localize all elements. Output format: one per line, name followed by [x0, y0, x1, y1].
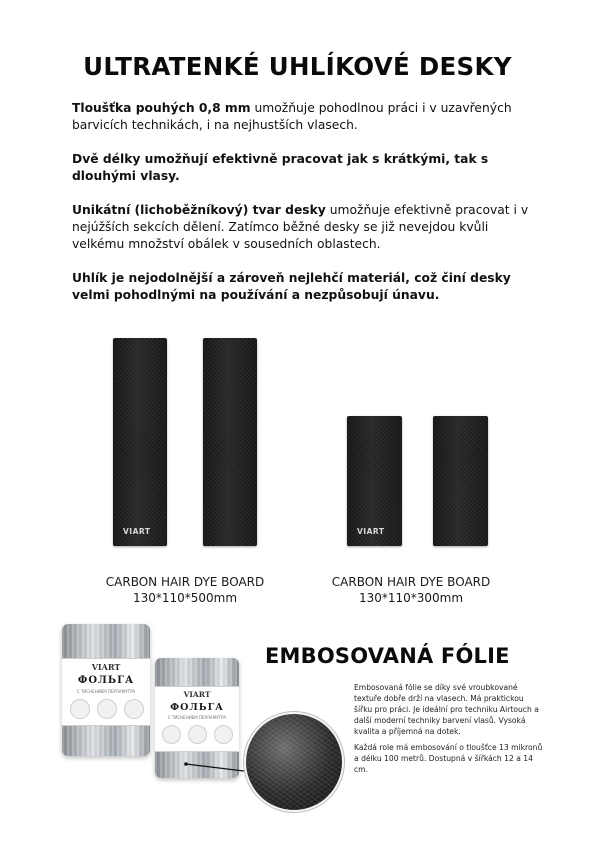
- thickness-text: umožňuje pohodlnou práci i v uzavřených barvicích technikách, i na nejhustších vlasech.: [72, 101, 512, 132]
- short-board-name: CARBON HAIR DYE BOARD: [331, 575, 491, 589]
- foil-description-2: Každá role má embosování o tloušťce 13 mikronů a délku 100 metrů. Dostupná v šířkách 12 a 14 cm.: [354, 743, 543, 774]
- foil-section-title: EMBOSOVANÁ FÓLIE: [265, 644, 510, 668]
- thickness-highlight: Tloušťka pouhých 0,8 mm: [72, 101, 251, 115]
- shape-highlight: Unikátní (lichoběžníkový) tvar desky: [72, 203, 326, 217]
- material-highlight: Uhlík je nejodolnější a zároveň nejlehčí materiál, což činí desky velmi pohodlnými na používání a nezpůsobují únavu.: [72, 271, 511, 302]
- long-board-size: 130*110*500mm: [132, 591, 238, 605]
- roll-subtitle: С ТИСНЕНИЕМ ПЕРЛАМУТРА: [167, 715, 227, 720]
- board-logo: VIART: [123, 527, 151, 536]
- roll-subtitle: С ТИСНЕНИЕМ ПЕРЛАМУТРА: [76, 689, 136, 694]
- roll-brand: VIART: [91, 662, 121, 672]
- roll-brand: VIART: [183, 690, 211, 699]
- foil-description-1: Embosovaná fólie se díky své vroubkované textuře dobře drží na vlasech. Má praktickou šířku pro práci. Je ideální pro techniku Airtouch a další moderní techniky barvení vlasů. Vysoká kvalita a příjemná na dotek.: [354, 683, 539, 736]
- foil-texture-zoom: [244, 712, 344, 812]
- board-logo: VIART: [357, 527, 385, 536]
- long-board-name: CARBON HAIR DYE BOARD: [105, 575, 265, 589]
- pointer-dot: [184, 762, 188, 766]
- foil-description: [354, 682, 544, 780]
- lengths-highlight: Dvě délky umožňují efektivně pracovat jak s krátkými, tak s dlouhými vlasy.: [72, 152, 489, 183]
- short-board-size: 130*110*300mm: [358, 591, 464, 605]
- roll-name: ФОЛЬГА: [170, 702, 224, 713]
- shape-text: umožňuje efektivně pracovat i v nejúžších sekcích dělení. Zatímco běžné desky se již nevejdou kvůli velkému množství obálek v sousedních oblastech.: [72, 203, 529, 251]
- page-title: ULTRATENKÉ UHLÍKOVÉ DESKY: [83, 52, 512, 81]
- roll-name: ФОЛЬГА: [77, 675, 135, 686]
- pointer-line-stroke: [186, 764, 252, 772]
